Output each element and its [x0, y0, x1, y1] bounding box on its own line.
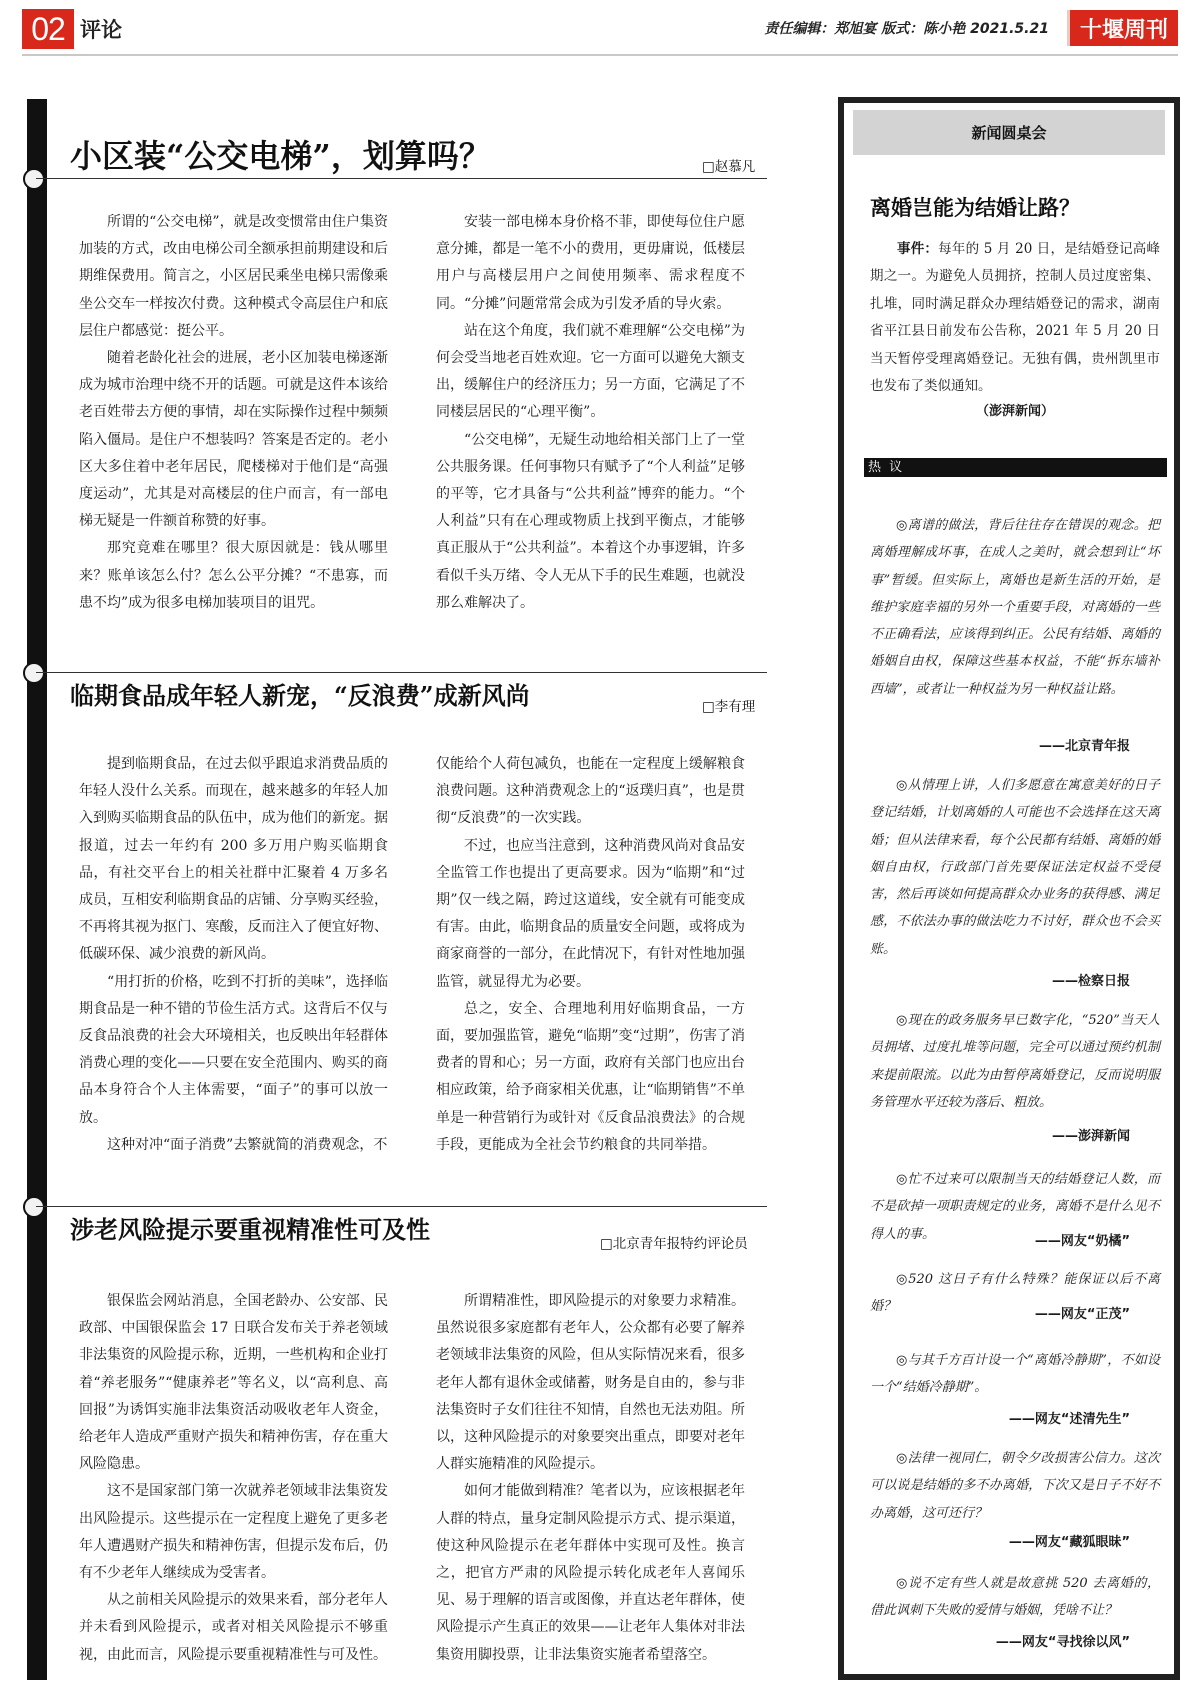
article-column	[79, 209, 388, 617]
comment-text: ◎现在的政务服务早已数字化，“520”当天人员拥堵、过度扎堆等问题，完全可以通过预约机制来提前限流。以此为由暂停离婚登记，反而说明服务管理水平还较为落后、粗放。	[870, 1013, 1160, 1110]
article-byline: □李有理	[702, 699, 756, 715]
article-byline: □赵慕凡	[702, 159, 756, 175]
left-black-bar	[27, 99, 47, 1680]
page-header-right	[764, 8, 1178, 48]
header-rule	[22, 54, 1178, 56]
comment-text: ◎说不定有些人就是故意挑 520 去离婚的，借此讽刺下失败的爱情与婚姻，凭啥不让？	[870, 1576, 1160, 1619]
article-byline: □北京青年报特约评论员	[600, 1236, 748, 1252]
paragraph: 这种对冲“面子消费”去繁就简的消费观念，不	[107, 1136, 388, 1153]
sidebar-header: 新闻圆桌会	[853, 110, 1165, 155]
hot-discussion-label: 热 议	[864, 458, 1167, 477]
paragraph: 那究竟难在哪里？很大原因就是：钱从哪里来？账单该怎么付？怎么公平分摊？“不患寡，而患不均”成为很多电梯加装项目的诅咒。	[79, 540, 388, 611]
article-column	[79, 751, 388, 1159]
bullet-dot	[23, 168, 45, 190]
paragraph: 从之前相关风险提示的效果来看，部分老年人并未看到风险提示，或者对相关风险提示不够重视，由此而言，风险提示要重视精准性与可及性。	[79, 1592, 388, 1663]
comment-source: ——网友“藏狐眼昧”	[1008, 1535, 1130, 1550]
paragraph: 所谓精准性，即风险提示的对象要力求精准。虽然说很多家庭都有老年人，公众都有必要了解养老领域非法集资的风险，但从实际情况来看，很多老年人都有退休金或储蓄，财务是自由的，参与非法集资时子女们往往不知情，自然也无法劝阻。所以，这种风险提示的对象要突出重点，即要对老年人群实施精准的风险提示。	[436, 1293, 745, 1473]
paragraph: 安装一部电梯本身价格不菲，即使每位住户愿意分摊，都是一笔不小的费用，更毋庸说，低楼层用户与高楼层用户之间使用频率、需求程度不同。“分摊”问题常常会成为引发矛盾的导火索。	[436, 214, 745, 312]
event-lead: 事件：	[897, 241, 939, 257]
bullet-dot	[23, 1196, 45, 1218]
article-column	[436, 1288, 745, 1669]
comment-text: ◎520 这日子有什么特殊？能保证以后不离婚？	[870, 1272, 1160, 1315]
paragraph: 提到临期食品，在过去似乎跟追求消费品质的年轻人没什么关系。而现在，越来越多的年轻人加入到购买临期食品的队伍中，成为他们的新宠。据报道，过去一年约有 200 多万用户购买临期食品，有社交平台上的相关社群中汇聚着 4 万多名成员，互相安利临期食品的店铺、分享购买经验，不再将其视为抠门、寒酸，反而注入了便宜好物、低碳环保、减少浪费的新风尚。	[79, 756, 388, 963]
bullet-dot	[23, 662, 45, 684]
masthead-logo: 十堰周刊	[1067, 10, 1178, 46]
article-column	[436, 209, 745, 617]
event-summary	[870, 236, 1160, 400]
paragraph: 银保监会网站消息，全国老龄办、公安部、民政部、中国银保监会 17 日联合发布关于养老领域非法集资的风险提示称，近期，一些机构和企业打着“养老服务”“健康养老”等名义，以“高利息、高回报”为诱饵实施非法集资活动吸收老年人资金，给老年人造成严重财产损失和精神伤害，存在重大风险隐患。	[79, 1293, 388, 1473]
paragraph: 仅能给个人荷包减负，也能在一定程度上缓解粮食浪费问题。这种消费观念上的“返璞归真”，也是贯彻“反浪费”的一次实践。	[436, 756, 745, 827]
paragraph: 所谓的“公交电梯”，就是改变惯常由住户集资加装的方式，改由电梯公司全额承担前期建设和后期维保费用。简言之，小区居民乘坐电梯只需像乘坐公交车一样按次付费。这种模式令高层住户和底层住户都感觉：挺公平。	[79, 214, 388, 339]
comment-source: ——北京青年报	[1038, 739, 1130, 754]
event-source: （澎湃新闻）	[975, 404, 1054, 419]
comment-text: ◎忙不过来可以限制当天的结婚登记人数，而不是砍掉一项职责规定的业务，离婚不是什么见不得人的事。	[870, 1172, 1160, 1242]
article-title: 临期食品成年轻人新宠，“反浪费”成新风尚	[70, 681, 530, 710]
article-title: 小区装“公交电梯”，划算吗？	[70, 137, 491, 175]
title-rule	[36, 178, 767, 179]
paragraph: 不过，也应当注意到，这种消费风尚对食品安全监管工作也提出了更高要求。因为“临期”和“过期”仅一线之隔，跨过这道线，安全就有可能变成有害。由此，临期食品的质量安全问题，或将成为商家商誉的一部分，在此情况下，有针对性地加强监管，就显得尤为必要。	[436, 837, 745, 990]
news-roundtable-sidebar	[838, 97, 1180, 1680]
paragraph: 如何才能做到精准？笔者以为，应该根据老年人群的特点，量身定制风险提示方式、提示渠道，使这种风险提示在老年群体中实现可及性。换言之，把官方严肃的风险提示转化成老年人喜闻乐见、易于理解的语言或图像，并直达老年群体，使风险提示产生真正的效果——让老年人集体对非法集资用脚投票，让非法集资实施者希望落空。	[436, 1483, 745, 1663]
title-rule	[36, 1206, 767, 1207]
page-header-left	[22, 6, 122, 52]
sidebar-title: 离婚岂能为结婚让路？	[870, 195, 1080, 220]
article-column	[436, 751, 745, 1159]
comment-source: ——网友“奶橘”	[1034, 1234, 1130, 1249]
article-column	[79, 1288, 388, 1669]
comment-text: ◎法律一视同仁，朝令夕改损害公信力。这次可以说是结婚的多不办离婚，下次又是日子不好不办离婚，这可还行？	[870, 1451, 1160, 1521]
paragraph: 站在这个角度，我们就不难理解“公交电梯”为何会受当地老百姓欢迎。它一方面可以避免大额支出，缓解住户的经济压力；另一方面，它满足了不同楼层居民的“心理平衡”。	[436, 322, 745, 421]
comment-source: ——网友“寻找徐以风”	[995, 1635, 1130, 1650]
paragraph: 随着老龄化社会的进展，老小区加装电梯逐渐成为城市治理中绕不开的话题。可就是这件本该给老百姓带去方便的事情，却在实际操作过程中频频陷入僵局。是住户不想装吗？答案是否定的。老小区大多住着中老年居民，爬楼梯对于他们是“高强度运动”，尤其是对高楼层的住户而言，有一部电梯无疑是一件额首称赞的好事。	[79, 350, 388, 530]
paragraph: “用打折的价格，吃到不打折的美味”，选择临期食品是一种不错的节俭生活方式。这背后不仅与反食品浪费的社会大环境相关，也反映出年轻群体消费心理的变化——只要在安全范围内、购买的商品本身符合个人主体需要，“面子”的事可以放一放。	[79, 973, 388, 1126]
comment-text: ◎与其千方百计设一个“离婚冷静期”，不如设一个“结婚冷静期”。	[870, 1353, 1160, 1396]
paragraph: 总之，安全、合理地利用好临期食品，一方面，要加强监管，避免“临期”变“过期”，伤害了消费者的胃和心；另一方面，政府有关部门也应出台相应政策，给予商家相关优惠，让“临期销售”不单单是一种营销行为或针对《反食品浪费法》的合规手段，更能成为全社会节约粮食的共同举措。	[436, 1000, 745, 1153]
event-text: 每年的 5 月 20 日，是结婚登记高峰期之一。为避免人员拥挤，控制人员过度密集、扎堆，同时满足群众办理结婚登记的需求，湖南省平江县日前发布公告称，2021 年 5 月 20 日当天暂停受理离婚登记。无独有偶，贵州凯里市也发布了类似通知。	[870, 241, 1161, 395]
page-number: 02	[22, 9, 74, 49]
comment-source: ——网友“述清先生”	[1008, 1412, 1130, 1427]
editor-credits: 责任编辑：郑旭宴 版式：陈小艳 2021.5.21	[764, 21, 1049, 37]
comment-source: ——网友“正茂”	[1034, 1307, 1130, 1322]
comment-text: ◎从情理上讲，人们多愿意在寓意美好的日子登记结婚，计划离婚的人可能也不会选择在这天离婚；但从法律来看，每个公民都有结婚、离婚的婚姻自由权，行政部门首先要保证法定权益不受侵害，然后再谈如何提高群众办业务的获得感、满足感，不依法办事的做法吃力不讨好，群众也不会买账。	[870, 778, 1160, 957]
section-name: 评论	[80, 18, 122, 42]
title-rule	[36, 672, 767, 673]
article-title: 涉老风险提示要重视精准性可及性	[70, 1215, 430, 1244]
comment-source: ——澎湃新闻	[1051, 1129, 1130, 1144]
comment-source: ——检察日报	[1051, 974, 1130, 989]
paragraph: “公交电梯”，无疑生动地给相关部门上了一堂公共服务课。任何事物只有赋予了“个人利益”足够的平等，它才具备与“公共利益”博弈的能力。“个人利益”只有在心理或物质上找到平衡点，才能够真正服从于“公共利益”。本着这个办事逻辑，许多看似千头万绪、令人无从下手的民生难题，也就没那么难解决了。	[436, 431, 745, 611]
paragraph: 这不是国家部门第一次就养老领域非法集资发出风险提示。这些提示在一定程度上避免了更多老年人遭遇财产损失和精神伤害，但提示发布后，仍有不少老年人继续成为受害者。	[79, 1483, 388, 1582]
comment-text: ◎离谱的做法，背后往往存在错误的观念。把离婚理解成坏事，在成人之美时，就会想到让“坏事”暂缓。但实际上，离婚也是新生活的开始，是维护家庭幸福的另外一个重要手段，对离婚的一些不正确看法，应该得到纠正。公民有结婚、离婚的婚姻自由权，保障这些基本权益，不能“拆东墙补西墙”，或者让一种权益为另一种权益让路。	[870, 518, 1160, 697]
